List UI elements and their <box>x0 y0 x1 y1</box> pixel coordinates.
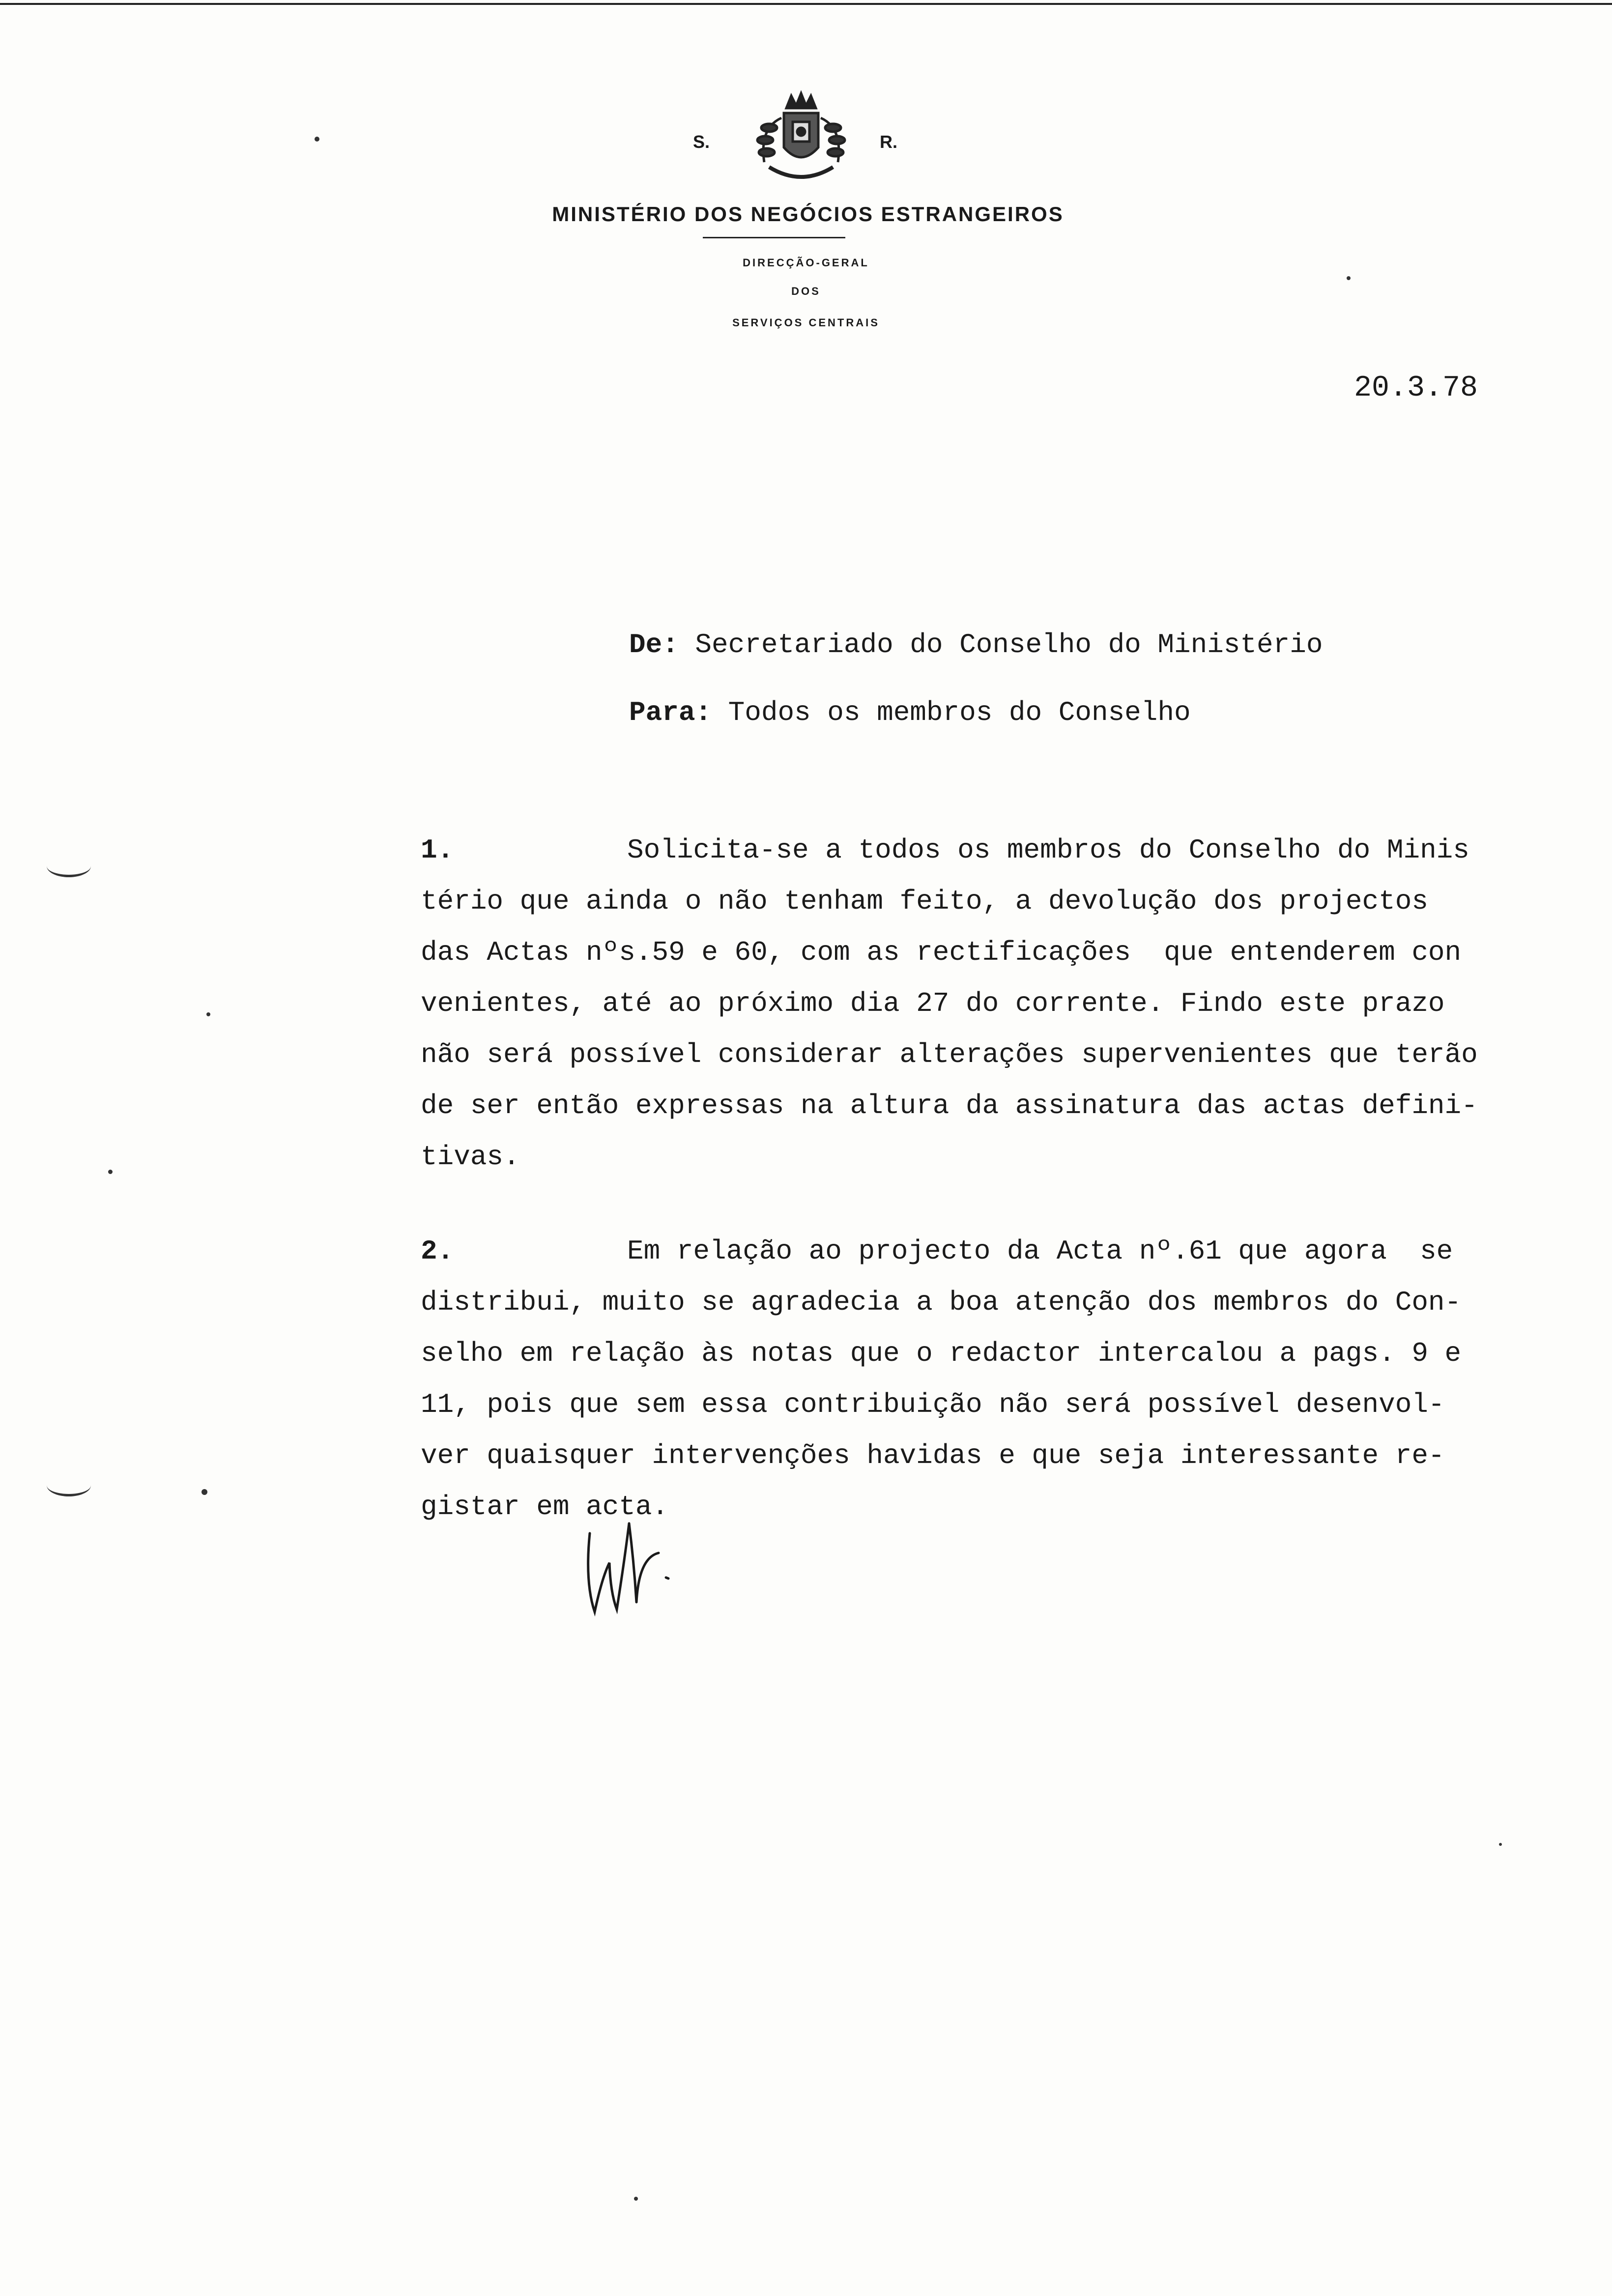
paragraph-number: 2. <box>421 1235 454 1267</box>
paragraph-line: ver quaisquer intervenções havidas e que seja interessante re- <box>421 1440 1445 1471</box>
speck <box>1347 276 1351 280</box>
paragraph-line: de ser então expressas na altura da assinatura das actas defini- <box>421 1090 1478 1121</box>
speck <box>206 1012 210 1016</box>
paragraph-line: não será possível considerar alterações supervenientes que terão <box>421 1039 1478 1070</box>
letterhead-right-initial: R. <box>880 132 897 152</box>
speck <box>108 1170 113 1174</box>
department-line-2: DOS <box>791 285 821 297</box>
from-line <box>629 629 1323 660</box>
top-edge-rule <box>0 3 1612 5</box>
paragraph-line: gistar em acta. <box>421 1491 669 1522</box>
speck <box>202 1489 207 1495</box>
ministry-underline <box>703 237 845 238</box>
paragraph-line: Em relação ao projecto da Acta nº.61 que agora se <box>627 1235 1453 1267</box>
paragraph-line: distribui, muito se agradecia a boa atenção dos membros do Con- <box>421 1287 1462 1318</box>
to-label: Para: <box>629 697 712 728</box>
paragraph-line: venientes, até ao próximo dia 27 do corrente. Findo este prazo <box>421 988 1445 1019</box>
paragraph-number: 1. <box>421 834 454 866</box>
paragraph-line: Solicita-se a todos os membros do Conselho do Minis <box>627 834 1469 866</box>
paragraph-line: 11, pois que sem essa contribuição não será possível desenvol- <box>421 1389 1445 1420</box>
from-label: De: <box>629 629 679 660</box>
handwritten-initials-signature-icon <box>580 1504 683 1617</box>
speck <box>634 2197 638 2201</box>
from-value: Secretariado do Conselho do Ministério <box>678 629 1323 660</box>
paragraph-line: tivas. <box>421 1141 520 1173</box>
ministry-title: MINISTÉRIO DOS NEGÓCIOS ESTRANGEIROS <box>552 202 1064 226</box>
to-line <box>629 697 1191 728</box>
speck <box>315 137 319 142</box>
punch-hole-mark <box>47 855 91 877</box>
paragraph-line: das Actas nºs.59 e 60, com as rectificações que entenderem con <box>421 937 1462 968</box>
coat-of-arms-seal-icon <box>740 88 863 192</box>
to-value: Todos os membros do Conselho <box>712 697 1191 728</box>
department-line-3: SERVIÇOS CENTRAIS <box>732 316 880 329</box>
paragraph-line: tério que ainda o não tenham feito, a devolução dos projectos <box>421 886 1428 917</box>
punch-hole-mark <box>47 1474 91 1496</box>
paragraph-line: selho em relação às notas que o redactor intercalou a pags. 9 e <box>421 1338 1462 1369</box>
department-line-1: DIRECÇÃO-GERAL <box>743 257 869 269</box>
letterhead-left-initial: S. <box>693 132 710 152</box>
speck <box>1499 1843 1502 1846</box>
document-date: 20.3.78 <box>1354 372 1478 405</box>
